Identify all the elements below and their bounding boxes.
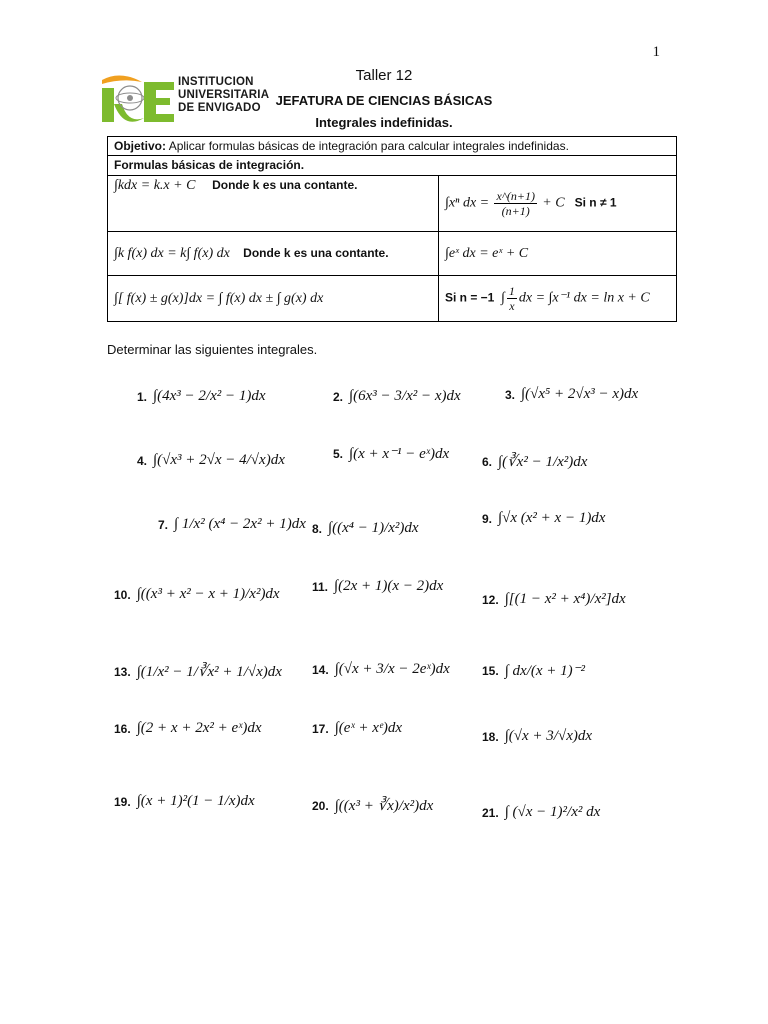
objective-text: Aplicar formulas básicas de integración para calcular integrales indefinidas.	[168, 139, 569, 153]
formula-constant-multiple	[108, 232, 439, 276]
formula-log: Si n = −1 ∫ $\frac{1}{x}$ dx = ∫x⁻¹ dx = ln x + C	[439, 276, 677, 322]
exercise-expression: ∫(√x + 3/x − 2eˣ)dx	[334, 661, 450, 677]
exercise-10: 10. ∫((x³ + x² − x + 1)/x²)dx	[114, 586, 280, 602]
formula-exponential-expr: ∫eˣ dx = eˣ + C	[445, 245, 529, 261]
exercise-20: 20. ∫((x³ + ∛x)/x²)dx	[312, 798, 434, 814]
exercise-21: 21. ∫ (√x − 1)²/x² dx	[482, 804, 601, 820]
exercise-16: 16. ∫(2 + x + 2x² + eˣ)dx	[114, 720, 262, 736]
exercise-7: 7. ∫ 1/x² (x⁴ − 2x² + 1)dx	[158, 516, 306, 532]
formula-power-condition: Si n ≠ 1	[574, 195, 617, 210]
exercise-expression: ∫(1/x² − 1/∛x² + 1/√x)dx	[136, 664, 282, 680]
exercise-expression: ∫((x⁴ − 1)/x²)dx	[328, 520, 419, 536]
exercise-8: 8. ∫((x⁴ − 1)/x²)dx	[312, 520, 419, 536]
formula-constant	[108, 176, 439, 232]
exercise-expression: ∫(√x³ + 2√x − 4/√x)dx	[153, 452, 285, 468]
exercise-18: 18. ∫(√x + 3/√x)dx	[482, 728, 593, 744]
exercise-expression: ∫((x³ + x² − x + 1)/x²)dx	[136, 586, 280, 602]
exercise-expression: ∫(4x³ − 2/x² − 1)dx	[153, 388, 266, 404]
exercise-9: 9. ∫√x (x² + x − 1)dx	[482, 510, 606, 526]
formula-constant-multiple-expr: ∫k f(x) dx = k∫ f(x) dx	[114, 245, 230, 261]
exercise-expression: ∫√x (x² + x − 1)dx	[498, 510, 606, 526]
formula-constant-multiple-note: Donde k es una contante.	[243, 245, 389, 260]
exercise-5: 5. ∫(x + x⁻¹ − eˣ)dx	[333, 446, 450, 462]
exercise-expression: ∫(√x + 3/√x)dx	[504, 728, 593, 744]
exercise-expression: ∫[(1 − x² + x⁴)/x²]dx	[504, 591, 626, 607]
exercise-expression: ∫ dx/(x + 1)⁻²	[504, 663, 586, 679]
department-heading: JEFATURA DE CIENCIAS BÁSICAS	[275, 93, 493, 108]
formula-log-condition: Si n = −1	[445, 290, 495, 305]
exercise-expression: ∫(6x³ − 3/x² − x)dx	[349, 388, 461, 404]
formula-power-denominator: (n+1)	[501, 204, 530, 218]
formula-exponential	[439, 232, 677, 276]
exercise-expression: ∫((x³ + ∛x)/x²)dx	[334, 798, 434, 814]
page-number: 1	[652, 44, 660, 60]
exercise-6: 6. ∫(∛x² − 1/x²)dx	[482, 454, 588, 470]
exercise-14: 14. ∫(√x + 3/x − 2eˣ)dx	[312, 661, 450, 677]
exercise-expression: ∫(x + x⁻¹ − eˣ)dx	[349, 446, 450, 462]
formula-constant-note: Donde k es una contante.	[212, 178, 358, 192]
exercise-11: 11. ∫(2x + 1)(x − 2)dx	[312, 578, 444, 594]
formula-sum-rule-expr: ∫[ f(x) ± g(x)]dx = ∫ f(x) dx ± ∫ g(x) dx	[114, 290, 324, 306]
exercise-expression: ∫(2 + x + 2x² + eˣ)dx	[136, 720, 262, 736]
objective-label: Objetivo:	[114, 139, 167, 153]
exercise-1: 1. ∫(4x³ − 2/x² − 1)dx	[137, 388, 266, 404]
logo-wordmark: INSTITUCION UNIVERSITARIA DE ENVIGADO	[178, 76, 270, 114]
exercise-expression: ∫ 1/x² (x⁴ − 2x² + 1)dx	[174, 516, 306, 532]
worksheet-subtitle: Integrales indefinidas.	[315, 115, 453, 130]
worksheet-title: Taller 12	[355, 67, 413, 84]
formula-power-tail: + C	[542, 195, 565, 211]
formula-log-fraction: $\frac{1}{x}$	[508, 284, 515, 313]
exercise-expression: ∫(eˣ + xᵉ)dx	[334, 720, 403, 736]
exercise-13: 13. ∫(1/x² − 1/∛x² + 1/√x)dx	[114, 664, 282, 680]
exercise-expression: ∫(x + 1)²(1 − 1/x)dx	[136, 793, 255, 809]
formula-power-numerator: x^(n+1)	[496, 189, 535, 203]
exercise-4: 4. ∫(√x³ + 2√x − 4/√x)dx	[137, 452, 285, 468]
exercise-3: 3. ∫(√x⁵ + 2√x³ − x)dx	[505, 386, 639, 402]
formula-power-fraction	[494, 189, 536, 218]
exercise-17: 17. ∫(eˣ + xᵉ)dx	[312, 720, 403, 736]
formula-constant-expr: ∫kdx = k.x + C	[114, 178, 196, 193]
formula-power	[439, 176, 677, 232]
formula-power-lhs: ∫xⁿ dx =	[445, 195, 490, 211]
exercise-expression: ∫(√x⁵ + 2√x³ − x)dx	[521, 386, 639, 402]
exercise-19: 19. ∫(x + 1)²(1 − 1/x)dx	[114, 793, 255, 809]
objective-cell	[108, 137, 677, 156]
formulas-header: Formulas básicas de integración.	[108, 156, 677, 176]
formula-sum-rule	[108, 276, 439, 322]
instructions-text: Determinar las siguientes integrales.	[107, 342, 318, 357]
exercise-12: 12. ∫[(1 − x² + x⁴)/x²]dx	[482, 591, 626, 607]
exercise-expression: ∫ (√x − 1)²/x² dx	[504, 804, 601, 820]
exercise-expression: ∫(2x + 1)(x − 2)dx	[334, 578, 444, 594]
formulas-table	[107, 136, 677, 322]
formula-log-expr: dx = ∫x⁻¹ dx = ln x + C	[518, 290, 650, 306]
exercise-2: 2. ∫(6x³ − 3/x² − x)dx	[333, 388, 461, 404]
exercise-expression: ∫(∛x² − 1/x²)dx	[498, 454, 588, 470]
exercise-15: 15. ∫ dx/(x + 1)⁻²	[482, 663, 586, 679]
